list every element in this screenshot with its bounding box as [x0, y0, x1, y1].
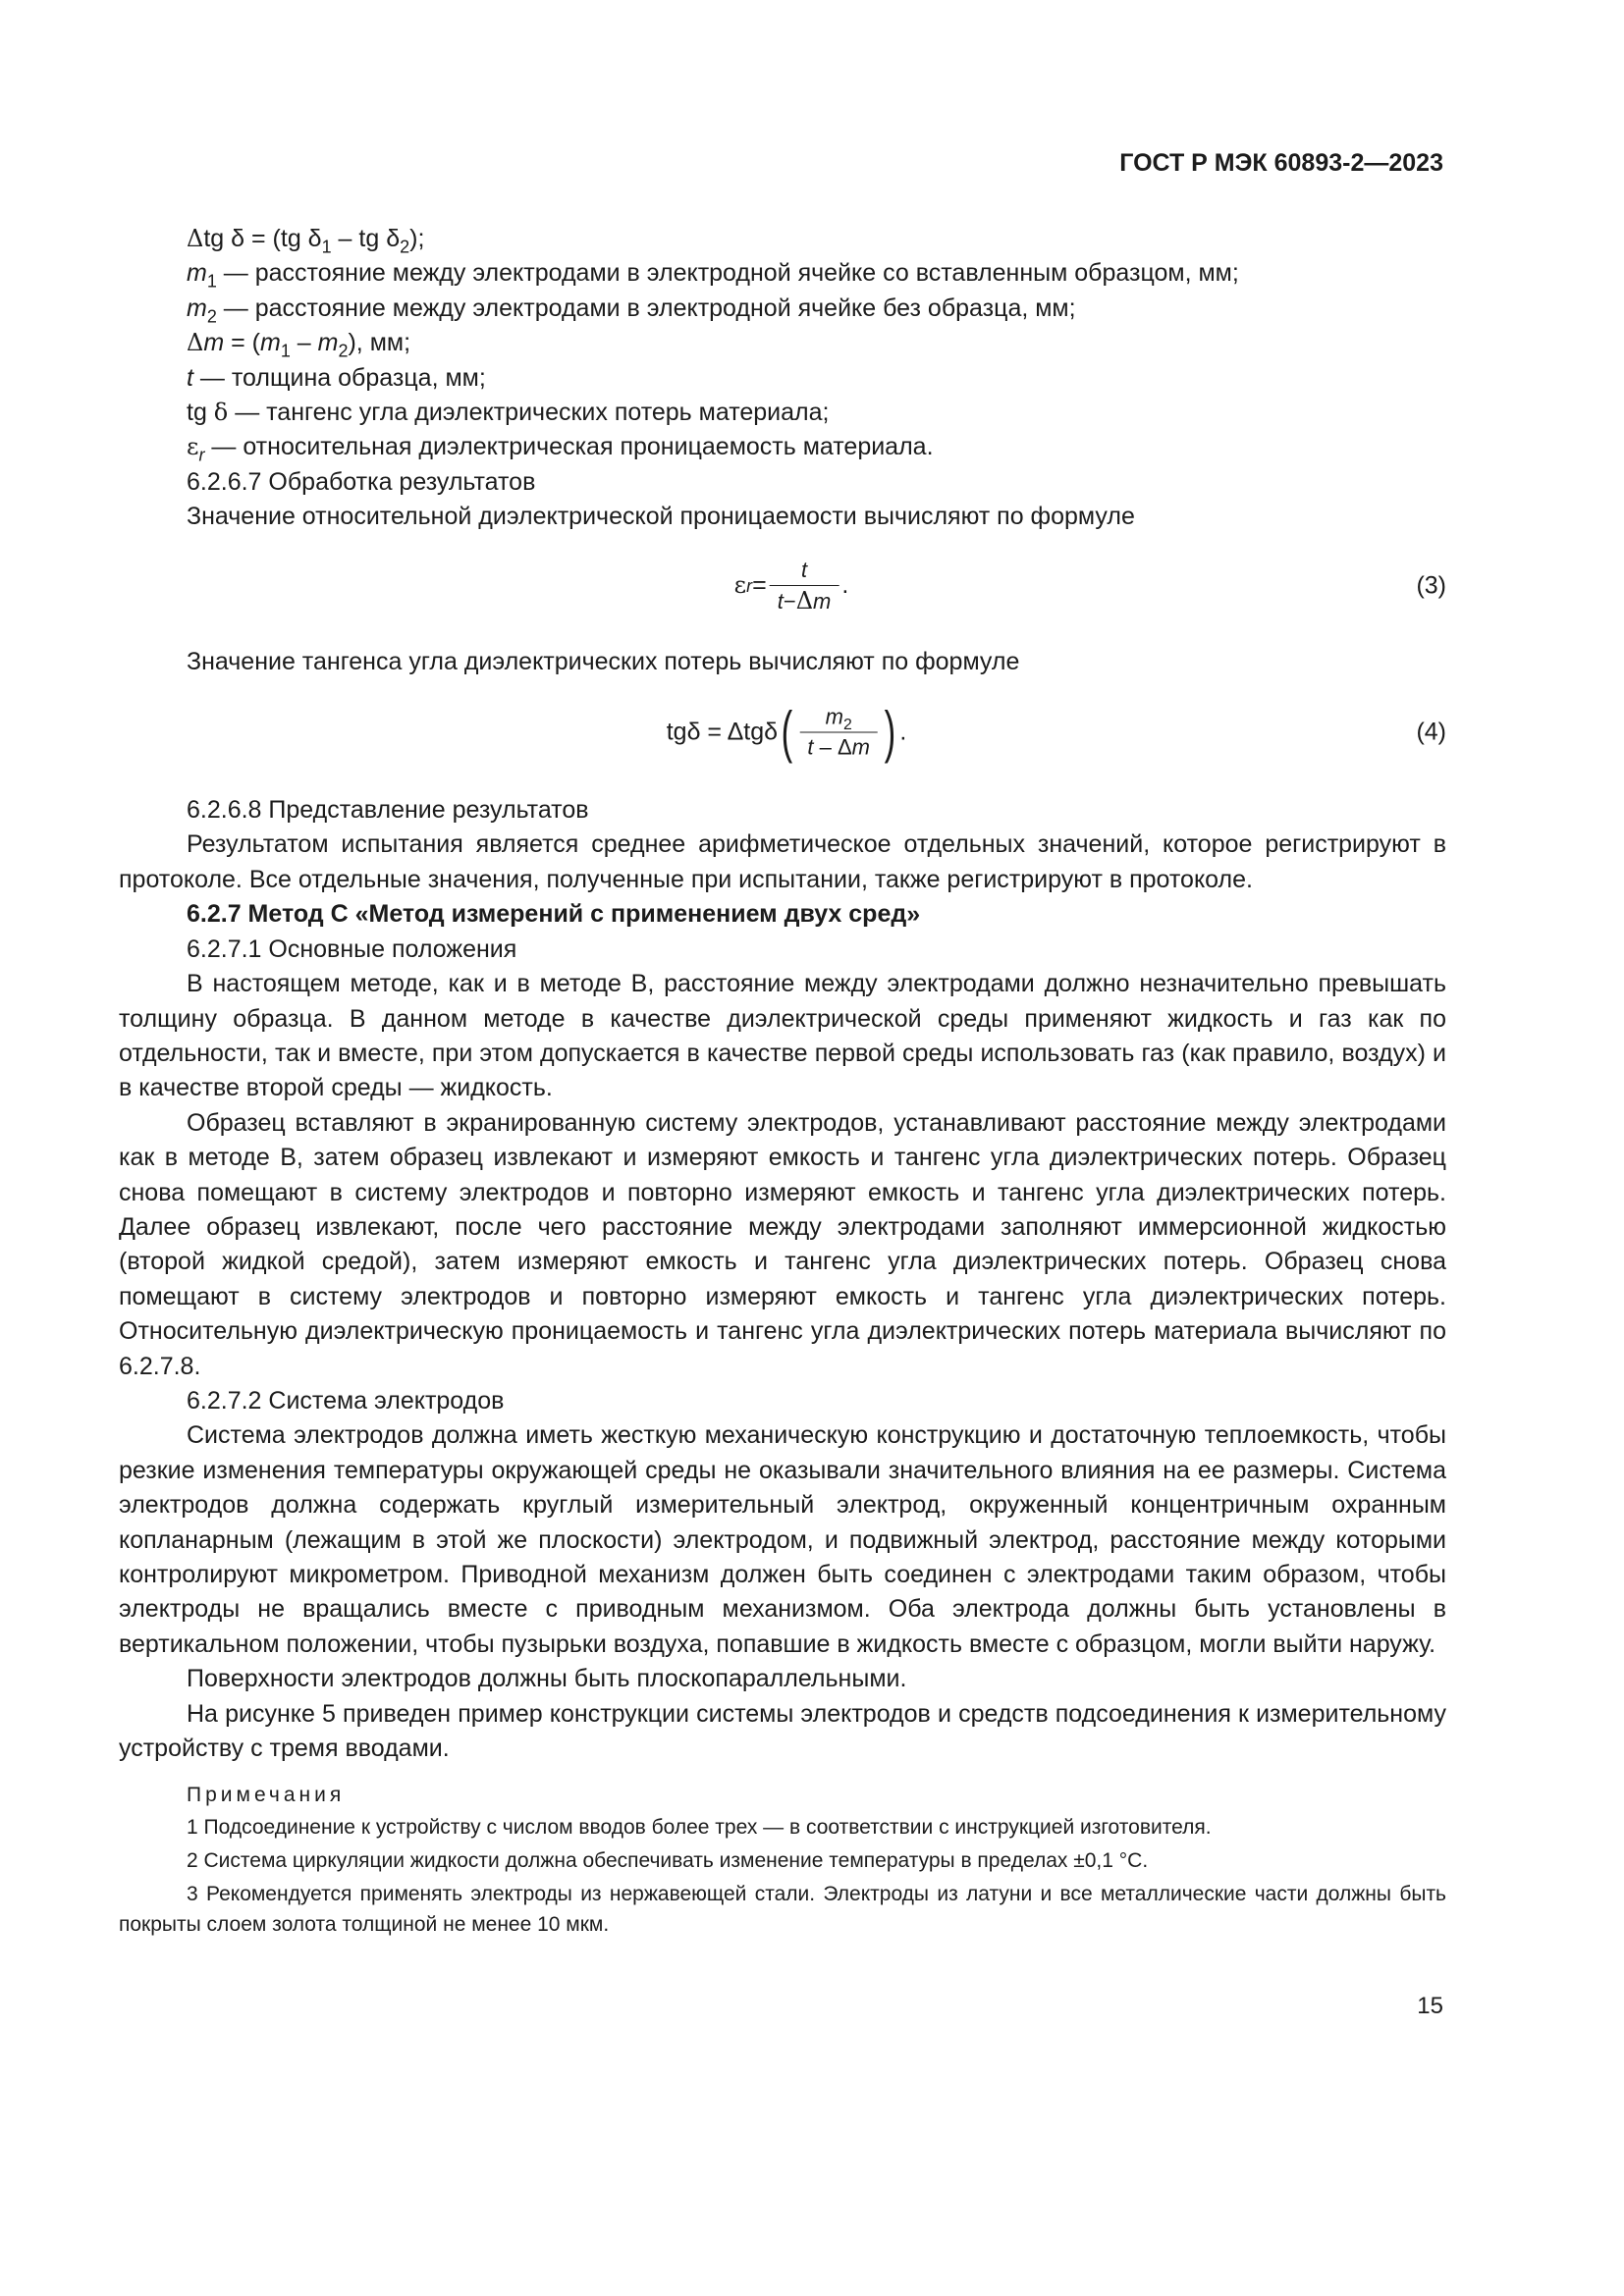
section-6271-heading: 6.2.7.1 Основные положения	[187, 934, 517, 963]
section-627-heading: 6.2.7 Метод С «Метод измерений с применением двух сред»	[187, 900, 921, 929]
section-6271-paragraph-2: Образец вставляют в экранированную систему электродов, устанавливают расстояние между электродами как в методе В, затем образец извлекают и измеряют емкость и тангенс угла диэлектрических потерь. Образец снова помещают в систему электродов и повторно измеряют емкость и тангенс угла диэлектрических потерь. Далее образец извлекают, после чего расстояние между электродами заполняют иммерсионной жидкостью (второй жидкой средой), затем измеряют емкость и тангенс угла диэлектрических потерь. Образец снова помещают в систему электродов и повторно измеряют емкость и тангенс угла диэлектрических потерь. Относительную диэлектрическую проницаемость и тангенс угла диэлектрических потерь материала вычисляют по 6.2.7.8.	[119, 1108, 1446, 1380]
note-1: 1 Подсоединение к устройству с числом вводов более трех — в соответствии с инструкцией изготовителя.	[187, 1816, 1212, 1840]
formula-3-fraction: $\frac{t}{t-\Delta m}$	[770, 557, 839, 615]
notes-title: Примечания	[187, 1784, 346, 1807]
formula-4-fraction: $\frac{m_2}{t - \Delta m}$	[799, 704, 878, 762]
section-6272-heading: 6.2.7.2 Система электродов	[187, 1386, 505, 1415]
formula-4-intro: Значение тангенса угла диэлектрических потерь вычисляют по формуле	[187, 647, 1020, 675]
variable-definitions	[119, 222, 1446, 535]
document-code-header: ГОСТ Р МЭК 60893-2—2023	[1119, 149, 1443, 177]
section-6267-intro: Значение относительной диэлектрической проницаемости вычисляют по формуле	[187, 503, 1135, 531]
section-6272-paragraph-1: Система электродов должна иметь жесткую механическую конструкцию и достаточную теплоемкость, чтобы резкие изменения температуры окружающей среды не оказывали значительного влияния на ее размеры. Система электродов должна содержать круглый измерительный электрод, окруженный концентричным охранным копланарным (лежащим в этой же плоскости) электродом, и подвижный электрод, расстояние между которыми контролируют микрометром. Приводной механизм должен быть соединен с электродами таким образом, чтобы электроды не вращались вместе с приводным механизмом. Оба электрода должны быть установлены в вертикальном положении, чтобы пузырьки воздуха, попавшие в жидкость вместе с образцом, могли выйти наружу.	[119, 1421, 1446, 1658]
note-3: 3 Рекомендуется применять электроды из нержавеющей стали. Электроды из латуни и все металлические части должны быть покрыты слоем золота толщиной не менее 10 мкм.	[119, 1883, 1446, 1937]
formula-4-expression: tgδ = Δtgδ ( $\frac{m_2}{t - \Delta m}$ ) .	[666, 700, 907, 765]
section-6268-heading: 6.2.6.8 Представление результатов	[187, 796, 589, 825]
section-6271-paragraph-1: В настоящем методе, как и в методе В, расстояние между электродами должно незначительно превышать толщину образца. В данном методе в качестве диэлектрической среды применяют жидкость и газ как по отдельности, так и вместе, при этом допускается в качестве первой среды использовать газ (как правило, воздух) и в качестве второй среды — жидкость.	[119, 970, 1446, 1102]
formula-3-number: (3)	[1416, 570, 1446, 599]
page-body	[119, 222, 1446, 1943]
definition-delta-tg: Δtg δ = (tg $\delta_1$ – tg $\delta_2$);	[187, 225, 425, 257]
formula-3	[119, 541, 1446, 631]
definition-tg-delta: tg δ — тангенс угла диэлектрических потерь материала;	[187, 399, 830, 427]
note-2: 2 Система циркуляции жидкости должна обеспечивать изменение температуры в пределах ±0,1 °С.	[187, 1849, 1149, 1873]
section-6268-text: Результатом испытания является среднее арифметическое отдельных значений, которое регистрируют в протоколе. Все отдельные значения, полученные при испытании, также регистрируют в протоколе.	[119, 830, 1446, 893]
page-number: 15	[1417, 1993, 1443, 2019]
section-6267-heading: 6.2.6.7 Обработка результатов	[187, 467, 536, 496]
notes-block	[119, 1780, 1446, 1940]
formula-4-number: (4)	[1416, 718, 1446, 746]
section-6272-paragraph-2: Поверхности электродов должны быть плоскопараллельными.	[187, 1665, 907, 1693]
definition-epsilon-r: $\varepsilon_r$ — относительная диэлектрическая проницаемость материала.	[187, 433, 934, 465]
definition-m2: $m_2$ — расстояние между электродами в электродной ячейке без образца, мм;	[187, 294, 1076, 327]
definition-m1: $m_1$ — расстояние между электродами в электродной ячейке со вставленным образцом, мм;	[187, 259, 1239, 292]
definition-t: t — толщина образца, мм;	[187, 363, 486, 392]
formula-3-expression: ε r = $\frac{t}{t-\Delta m}$ .	[733, 557, 849, 614]
formula-4	[119, 685, 1446, 779]
section-6272-paragraph-3: На рисунке 5 приведен пример конструкции системы электродов и средств подсоединения к измерительному устройству с тремя вводами.	[119, 1699, 1446, 1763]
definition-delta-m: $\Delta m = (m_1 - m_2)$, мм;	[187, 329, 411, 361]
